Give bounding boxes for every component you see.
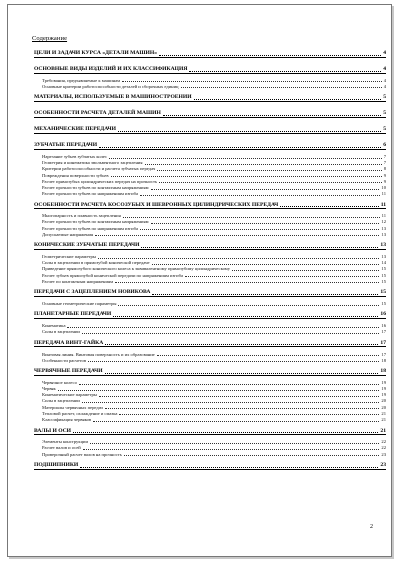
toc-entry-page: 15: [381, 300, 386, 306]
toc-entry-page: 5: [383, 94, 386, 101]
toc-dot-leader: [119, 413, 379, 415]
toc-dot-leader: [111, 175, 382, 177]
toc-dot-leader: [105, 407, 380, 409]
toc-entry-page: 19: [381, 392, 386, 398]
toc-dot-leader: [157, 169, 381, 171]
toc-entry-page: 15: [381, 266, 386, 272]
toc-entry-page: 13: [380, 242, 386, 249]
toc-entry-title: Материалы червячных передач: [42, 404, 103, 410]
toc-title: Содержание: [32, 35, 68, 42]
toc-entry-title: Расчет прочности зубьев по напряжениям изгиба: [42, 191, 138, 197]
toc-dot-leader: [82, 401, 380, 403]
toc-entry-title: Кинематика: [42, 323, 66, 329]
toc-entry-page: 10: [381, 184, 386, 190]
toc-entry-page: 21: [381, 410, 386, 416]
toc-entry-page: 15: [381, 278, 386, 284]
toc-dot-leader: [88, 360, 379, 362]
toc-entry-page: 11: [381, 213, 386, 219]
toc-entry-page: 4: [383, 83, 386, 89]
toc-entry-page: 20: [381, 404, 386, 410]
toc-dot-leader: [113, 315, 378, 317]
toc-entry-title: ПЕРЕДАЧИ С ЗАЦЕПЛЕНИЕМ НОВИКОВА: [34, 289, 151, 296]
toc-entry-title: Силы в зацеплении: [42, 329, 80, 335]
toc-dot-leader: [140, 228, 379, 230]
toc-dot-leader: [83, 448, 380, 450]
toc-entry-page: 4: [383, 49, 386, 56]
toc-entry-title: Расчет по контактным напряжениям: [42, 278, 113, 284]
toc-entry-title: Червячное колесо: [42, 379, 77, 385]
toc-entry-page: 6: [383, 142, 386, 149]
toc-entry-page: 21: [381, 417, 386, 423]
toc-entry-page: 13: [381, 254, 386, 260]
toc-dot-leader: [123, 216, 380, 218]
toc-entry-page: 13: [381, 231, 386, 237]
toc-entry-title: КОНИЧЕСКИЕ ЗУБЧАТЫЕ ПЕРЕДАЧИ: [34, 242, 140, 249]
toc-section-entry[interactable]: [34, 307, 386, 320]
toc-entry-title: ЧЕРВЯЧНЫЕ ПЕРЕДАЧИ: [34, 368, 103, 375]
toc-dot-leader: [185, 275, 379, 277]
toc-entry-page: 23: [381, 451, 386, 457]
toc-entry-page: 19: [381, 379, 386, 385]
toc-entry-title: Требования, предъявляемые к машинам: [42, 77, 121, 83]
toc-entry-page: 8: [383, 166, 386, 172]
toc-entry-title: Допускаемые напряжения: [42, 231, 94, 237]
toc-section-entry[interactable]: [34, 423, 386, 436]
toc-entry-page: 16: [380, 311, 386, 318]
toc-dot-leader: [115, 281, 379, 283]
toc-entry-page: 18: [380, 368, 386, 375]
toc-entry-title: Кинематические параметры: [42, 392, 97, 398]
toc-dot-leader: [82, 332, 380, 334]
toc-entry-title: ЦЕЛИ И ЗАДАЧИ КУРСА «ДЕТАЛИ МАШИН»: [34, 49, 158, 56]
toc-entry-page: 17: [381, 329, 386, 335]
toc-entry-title: Критерии работоспособности и расчета зубчатых передач: [42, 166, 156, 172]
toc-dot-leader: [99, 146, 381, 148]
page-number: 2: [370, 524, 373, 530]
toc-entry-title: МЕХАНИЧЕСКИЕ ПЕРЕДАЧИ: [34, 126, 116, 133]
toc-entry-page: 4: [383, 77, 386, 83]
toc-section-entry[interactable]: [34, 457, 386, 470]
toc-dot-leader: [73, 431, 378, 433]
toc-entry-title: Тепловой расчет, охлаждение и смазка: [42, 410, 118, 416]
toc-entry-page: 20: [381, 398, 386, 404]
toc-dot-leader: [90, 442, 379, 444]
toc-entry-title: Расчет прочности зубьев по контактным напряжениям: [42, 184, 149, 190]
toc-dot-leader: [280, 205, 378, 207]
toc-dot-leader: [157, 354, 380, 356]
toc-dot-leader: [109, 157, 382, 159]
toc-dot-leader: [99, 395, 380, 397]
toc-entry-title: Геометрические параметры: [42, 254, 96, 260]
toc-entry-title: Силы в зацеплении в прямозубой конической передаче: [42, 260, 150, 266]
toc-dot-leader: [189, 70, 381, 72]
toc-entry-page: 9: [383, 172, 386, 178]
toc-entry-title: Расчет зубьев прямозубой конической передачи по напряжениям изгиба: [42, 272, 183, 278]
toc-entry-title: ПЕРЕДАЧА ВИНТ-ГАЙКА: [34, 339, 104, 346]
toc-entry-page: 11: [380, 201, 386, 208]
toc-entry-title: Расчет прочности зубьев по контактным напряжениям: [42, 219, 149, 225]
toc-entry-page: 15: [381, 272, 386, 278]
toc-dot-leader: [118, 130, 381, 132]
toc-dot-leader: [232, 269, 379, 271]
toc-dot-leader: [151, 222, 380, 224]
toc-entry-page: 5: [383, 110, 386, 117]
toc-dot-leader: [163, 114, 381, 116]
toc-entry-title: Расчет прямозубых цилиндрических передач на прочность: [42, 178, 158, 184]
toc-entry-page: 7: [383, 160, 386, 166]
toc-entry-title: Нарезание зубьев зубчатых колес: [42, 153, 108, 159]
toc-entry-page: 11: [381, 191, 386, 197]
toc-section-entry[interactable]: [34, 89, 386, 102]
toc-entry-title: ВАЛЫ И ОСИ: [34, 427, 72, 434]
toc-dot-leader: [122, 80, 382, 82]
toc-entry-page: 4: [383, 65, 386, 72]
toc-entry-title: Элементы конструкции: [42, 439, 88, 445]
toc-entry-title: Особенности расчетов: [42, 357, 86, 363]
toc-entry-page: 16: [381, 323, 386, 329]
toc-entry-title: ОСНОВНЫЕ ВИДЫ ИЗДЕЛИЙ И ИХ КЛАССИФИКАЦИЯ: [34, 65, 188, 72]
toc-entry-title: Многопарность и плавность зацепления: [42, 213, 121, 219]
toc-dot-leader: [181, 86, 382, 88]
toc-dot-leader: [151, 188, 380, 190]
toc-entry-title: Классификация червяков: [42, 417, 92, 423]
toc-section-entry[interactable]: [34, 237, 386, 250]
toc-entry-title: Основные геометрические параметры: [42, 300, 117, 306]
toc-section-entry[interactable]: [34, 121, 386, 134]
toc-entry-page: 22: [381, 445, 386, 451]
toc-entry-title: ПЛАНЕТАРНЫЕ ПЕРЕДАЧИ: [34, 311, 112, 318]
toc-dot-leader: [95, 234, 379, 236]
toc-dot-leader: [194, 98, 382, 100]
toc-dot-leader: [58, 389, 380, 391]
toc-entry-title: Геометрия и кинематика эвольвентного зацепления: [42, 160, 143, 166]
document-page: [7, 4, 392, 557]
toc-entry-title: Червяк: [42, 386, 56, 392]
toc-entry-title: Проверочный расчет валов на прочность: [42, 451, 122, 457]
toc-dot-leader: [145, 163, 382, 165]
toc-dot-leader: [141, 246, 378, 248]
toc-section-entry[interactable]: [34, 363, 386, 376]
toc-entry-page: 12: [381, 219, 386, 225]
toc-entry-page: 21: [380, 427, 386, 434]
toc-entry-title: ЗУБЧАТЫЕ ПЕРЕДАЧИ: [34, 142, 98, 149]
toc-entry-title: ПОДШИПНИКИ: [34, 462, 79, 469]
toc-dot-leader: [105, 343, 378, 345]
toc-section-entry[interactable]: [34, 61, 386, 74]
toc-entry-page: 17: [381, 351, 386, 357]
toc-entry-page: 9: [383, 178, 386, 184]
table-of-contents: [34, 45, 386, 473]
toc-entry-title: Расчет прочности зубьев по напряжениям изгиба: [42, 225, 138, 231]
toc-dot-leader: [98, 257, 379, 259]
toc-section-entry[interactable]: [34, 284, 386, 297]
toc-section-entry[interactable]: [34, 45, 386, 58]
toc-entry-title: ОСОБЕННОСТИ РАСЧЕТА ДЕТАЛЕЙ МАШИН: [34, 110, 161, 117]
toc-entry-page: 19: [381, 386, 386, 392]
toc-entry-page: 22: [381, 439, 386, 445]
toc-entry-title: Винтовая линия. Винтовая поверхность и их образование: [42, 351, 155, 357]
toc-entry-title: Приведение прямозубого конического колеса к эквивалентному прямозубому цилиндрическому: [42, 266, 231, 272]
toc-dot-leader: [105, 372, 379, 374]
toc-entry-page: 5: [383, 126, 386, 133]
toc-entry-page: 17: [380, 339, 386, 346]
toc-section-entry[interactable]: [34, 197, 386, 210]
toc-dot-leader: [159, 181, 382, 183]
toc-entry-title: Силы в зацеплении: [42, 398, 80, 404]
toc-entry-page: 7: [383, 153, 386, 159]
toc-entry-page: 15: [380, 289, 386, 296]
toc-section-entry[interactable]: [34, 105, 386, 118]
toc-dot-leader: [124, 454, 380, 456]
toc-entry-title: Основные критерии работоспособности деталей и сборочных единиц: [42, 83, 179, 89]
toc-entry-title: Расчет валов и осей: [42, 445, 81, 451]
toc-dot-leader: [80, 466, 378, 468]
toc-dot-leader: [79, 383, 380, 385]
toc-dot-leader: [67, 326, 379, 328]
toc-dot-leader: [118, 304, 379, 306]
toc-entry-page: 13: [381, 225, 386, 231]
toc-entry-title: ОСОБЕННОСТИ РАСЧЕТА КОСОЗУБЫХ И ШЕВРОННЫХ ЦИЛИНДРИЧЕСКИХ ПЕРЕДАЧ: [34, 201, 279, 208]
toc-section-entry[interactable]: [34, 137, 386, 150]
toc-dot-leader: [159, 54, 381, 56]
toc-entry-page: 23: [380, 462, 386, 469]
toc-entry-page: 14: [381, 260, 386, 266]
toc-dot-leader: [140, 194, 380, 196]
toc-dot-leader: [152, 263, 380, 265]
toc-dot-leader: [152, 293, 378, 295]
toc-dot-leader: [93, 420, 379, 422]
toc-section-entry[interactable]: [34, 335, 386, 348]
toc-entry-title: Повреждения поверхности зубьев: [42, 172, 109, 178]
toc-entry-page: 18: [381, 357, 386, 363]
toc-entry-title: МАТЕРИАЛЫ, ИСПОЛЬЗУЕМЫЕ В МАШИНОСТРОЕНИИ: [34, 94, 192, 101]
